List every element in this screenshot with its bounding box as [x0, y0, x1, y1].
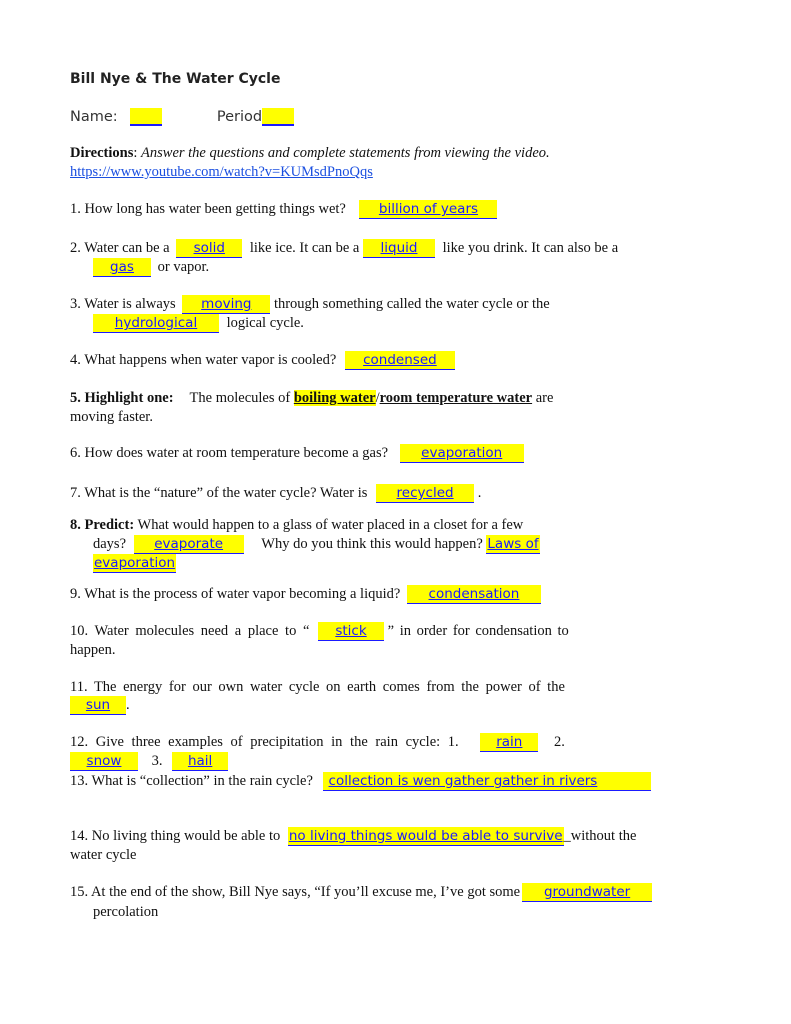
q10-text-3: happen.	[70, 642, 116, 658]
q8-answer-2-cont[interactable]: evaporation	[94, 555, 176, 572]
q15-text: 15. At the end of the show, Bill Nye says, “If you’ll excuse me, I’ve got some	[70, 884, 521, 900]
q7-text: 7. What is the “nature” of the water cycle? Water is	[70, 485, 368, 501]
q2-answer-1[interactable]: solid	[176, 239, 242, 258]
question-4	[70, 350, 455, 370]
period-field[interactable]	[262, 108, 294, 126]
q13-answer[interactable]: collection is wen gather gather in rivers	[323, 772, 651, 791]
question-3	[70, 294, 550, 314]
period-label: Period	[216, 109, 263, 125]
q14-text: 14. No living thing would be able to	[70, 828, 281, 844]
q4-answer[interactable]: condensed	[345, 351, 455, 370]
name-label: Name:	[70, 109, 118, 125]
q11-answer[interactable]: sun	[70, 696, 126, 715]
directions: Directions: Answer the questions and complete statements from viewing the video.	[70, 145, 550, 161]
q8-text: What would happen to a glass of water placed in a closet for a few	[137, 517, 524, 533]
q2-answer-3[interactable]: gas	[93, 258, 151, 277]
q6-text: 6. How does water at room temperature become a gas?	[70, 445, 389, 461]
q8-answer-2[interactable]: Laws of	[487, 536, 539, 553]
q13-text: 13. What is “collection” in the rain cycle?	[70, 773, 313, 789]
name-field[interactable]	[130, 108, 162, 126]
q8-text-2: days?	[93, 536, 127, 552]
q3-text-3: logical cycle.	[226, 315, 304, 331]
q12-number-3: 3.	[151, 753, 163, 769]
q11-text: 11. The energy for our own water cycle on earth comes from the power of the	[70, 679, 565, 695]
q6-answer[interactable]: evaporation	[400, 444, 524, 463]
question-1	[70, 199, 497, 219]
q3-text-2: through something called the water cycle or the	[273, 296, 550, 312]
q2-text: 2. Water can be a	[70, 240, 170, 256]
q3-text: 3. Water is always	[70, 296, 176, 312]
q14-text-3: water cycle	[70, 847, 137, 863]
question-5	[70, 388, 553, 408]
q10-text-2: ” in order for condensation to	[387, 623, 569, 639]
question-2	[70, 238, 618, 258]
q5-option-room-temperature-water[interactable]: room temperature water	[379, 390, 533, 406]
question-7	[70, 483, 481, 503]
q11-end: .	[126, 697, 130, 713]
q5-text: The molecules of	[189, 390, 291, 406]
q12-text: 12. Give three examples of precipitation in the rain cycle: 1.	[70, 734, 459, 750]
q2-text-2: like ice. It can be a	[249, 240, 360, 256]
question-14	[70, 826, 636, 846]
question-6	[70, 443, 524, 463]
q3-answer-2[interactable]: hydrological	[93, 314, 219, 333]
name-period-row	[70, 107, 294, 127]
q9-answer[interactable]: condensation	[407, 585, 541, 604]
directions-label: Directions	[70, 145, 134, 161]
q2-text-4: or vapor.	[157, 259, 210, 275]
question-13	[70, 771, 651, 791]
question-8	[70, 515, 523, 535]
question-11	[70, 677, 565, 697]
worksheet-title: Bill Nye & The Water Cycle	[70, 71, 281, 87]
q12-answer-3[interactable]: hail	[172, 752, 228, 771]
q1-text: 1. How long has water been getting things wet?	[70, 201, 346, 217]
q1-answer[interactable]: billion of years	[359, 200, 497, 219]
q5-option-boiling-water[interactable]: boiling water	[293, 390, 376, 406]
q3-answer-1[interactable]: moving	[182, 295, 270, 314]
q12-number-2: 2.	[553, 734, 565, 750]
q4-text: 4. What happens when water vapor is cooled?	[70, 352, 337, 368]
q5-separator: /	[375, 390, 380, 406]
question-12	[70, 732, 565, 752]
q5-text-3: moving faster.	[70, 409, 153, 425]
q8-answer-1[interactable]: evaporate	[134, 535, 244, 554]
directions-text: Answer the questions and complete statements from viewing the video.	[141, 145, 550, 161]
q12-answer-1[interactable]: rain	[480, 733, 538, 752]
q9-text: 9. What is the process of water vapor becoming a liquid?	[70, 586, 401, 602]
q15-text-2: percolation	[93, 904, 159, 920]
q14-answer[interactable]: no living things would be able to survive	[288, 828, 563, 845]
q2-text-3: like you drink. It can also be a	[442, 240, 619, 256]
q7-end: .	[477, 485, 482, 501]
q2-answer-2[interactable]: liquid	[363, 239, 435, 258]
q14-text-2: _without the	[563, 828, 637, 844]
q8-text-3: Why do you think this would happen?	[261, 536, 483, 552]
question-15	[70, 882, 652, 902]
q12-answer-2[interactable]: snow	[70, 752, 138, 771]
q8-label: 8. Predict:	[70, 517, 135, 533]
question-9	[70, 584, 541, 604]
q15-answer[interactable]: groundwater	[522, 883, 652, 902]
q5-text-2: are	[535, 390, 554, 406]
q5-label: 5. Highlight one:	[70, 390, 174, 406]
q10-text: 10. Water molecules need a place to “	[70, 623, 310, 639]
question-10	[70, 621, 569, 641]
video-link[interactable]: https://www.youtube.com/watch?v=KUMsdPnoQqs	[70, 164, 373, 180]
q10-answer[interactable]: stick	[318, 622, 384, 641]
q7-answer[interactable]: recycled	[376, 484, 474, 503]
